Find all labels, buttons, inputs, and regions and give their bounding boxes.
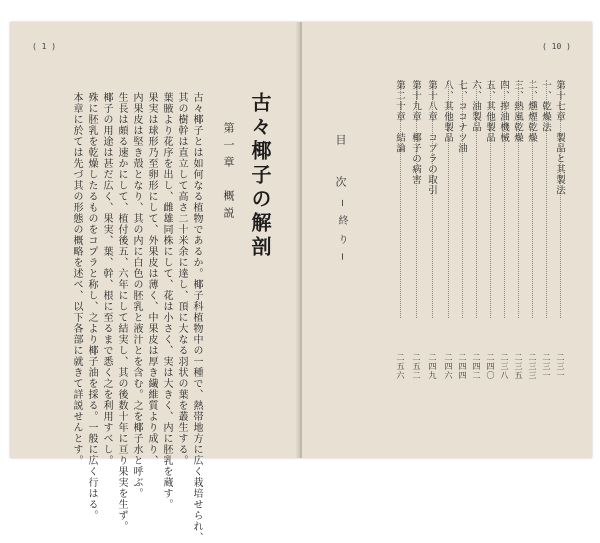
chapter-heading: 第一章 概説 bbox=[222, 122, 235, 224]
toc-heading: 目 次 bbox=[334, 134, 347, 197]
toc-entry bbox=[526, 80, 538, 380]
toc-entry-label: 一、乾燥法 bbox=[540, 80, 551, 133]
toc-entry bbox=[540, 80, 552, 380]
body-column: 殊に胚乳を乾燥したるものをコプラと称し、之より椰子油を採る。一般に広く行はる。 bbox=[86, 92, 97, 521]
toc-entry-page: 二四九 bbox=[428, 353, 437, 380]
toc-entry bbox=[456, 80, 468, 380]
body-column: 内果皮は堅き殻となり、其の内に白色の胚乳と液汁とを含む。之を椰子水と呼ぶ。 bbox=[131, 92, 142, 499]
right-page-number: ( 10 ) bbox=[542, 42, 571, 51]
body-column: 椰子の用途は甚だ広く、果実、葉、幹、根に至るまで悉く之を利用すべし。 bbox=[101, 92, 112, 466]
body-column: 葉腋より花序を出し、雌雄同株にして、花は小さく、実は大きく、内に胚乳を蔵す。 bbox=[161, 92, 172, 510]
toc-entry-page: 二四二 bbox=[472, 353, 481, 380]
toc-entry-page: 二三一 bbox=[556, 353, 565, 380]
toc-entry-label: 五、其他製品 bbox=[484, 80, 495, 143]
toc-entry-page: 二五六 bbox=[396, 353, 405, 380]
body-column: 古々椰子とは如何なる植物であるか。椰子科植物中の一種で、熱帯地方に広く栽培せられ、 bbox=[191, 92, 202, 543]
toc-entry bbox=[484, 80, 496, 380]
toc-entry bbox=[512, 80, 524, 380]
toc-entry-label: 七、ココナツ油 bbox=[456, 80, 467, 154]
book-spread bbox=[10, 22, 592, 543]
toc-entry-label: 第十九章 椰子の病害 bbox=[410, 80, 421, 185]
toc-entry-page: 二五二 bbox=[412, 353, 421, 380]
toc-entry-label: 第二十章 結論 bbox=[394, 80, 405, 154]
toc-entry-page: 二三一 bbox=[542, 353, 551, 380]
body-column: 本章に於ては先づ其の形態の概略を述べ、以下各部に就きて詳説せんとす。 bbox=[71, 92, 82, 466]
toc-entry bbox=[470, 80, 482, 380]
left-page-number: ( 1 ) bbox=[32, 42, 57, 51]
toc-entry bbox=[410, 80, 422, 380]
toc-entry-label: 四、搾油機械 bbox=[498, 80, 509, 143]
toc-entry bbox=[442, 80, 454, 380]
toc-entry-label: 第十八章 コプラの取引 bbox=[426, 80, 437, 196]
body-column: 生長は頗る速かにして、植付後五、六年にして結実し、其の後数十年に亘り果実を生ず。 bbox=[116, 92, 127, 532]
body-column: 果実は球形乃至卵形にして、外果皮は薄く、中果皮は厚き繊維質より成り、 bbox=[146, 92, 157, 466]
toc-entry-label: 二、燻煙乾燥 bbox=[526, 80, 537, 143]
toc-entry-label: 六、油製品 bbox=[470, 80, 481, 133]
left-page bbox=[10, 22, 300, 543]
toc-entry-label: 八、其他製品 bbox=[442, 80, 453, 143]
toc-entry-label: 第十七章 製品と其製法 bbox=[554, 80, 565, 196]
toc-entry bbox=[498, 80, 510, 380]
toc-entry-page: 二三八 bbox=[500, 353, 509, 380]
toc-entry-page: 二三三 bbox=[528, 353, 537, 380]
body-column: 其の樹幹は直立して高さ二十米余に達し、頂に大なる羽状の葉を叢生する。 bbox=[176, 92, 187, 466]
right-page bbox=[302, 22, 592, 458]
toc-entry-page: 二四〇 bbox=[486, 353, 495, 380]
toc-entry bbox=[554, 80, 566, 380]
toc-entry-page: 二四四 bbox=[458, 353, 467, 380]
main-title: 古々椰子の解剖 bbox=[248, 92, 272, 260]
toc-entry bbox=[394, 80, 406, 380]
toc-entry-page: 二三五 bbox=[514, 353, 523, 380]
toc-entry-page: 二四六 bbox=[444, 353, 453, 380]
toc-entry bbox=[426, 80, 438, 380]
toc-entry-label: 三、熱風乾燥 bbox=[512, 80, 523, 143]
toc-end-mark: ─ 終 り ─ bbox=[336, 200, 347, 263]
